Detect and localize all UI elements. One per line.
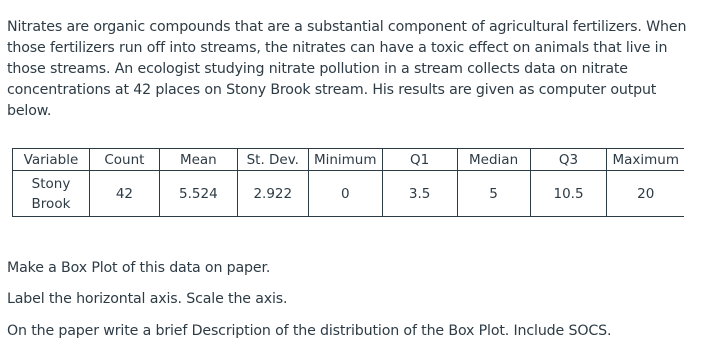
header-variable: Variable: [13, 149, 90, 171]
header-count: Count: [89, 149, 159, 171]
header-minimum: Minimum: [308, 149, 382, 171]
header-st-dev: St. Dev.: [237, 149, 308, 171]
header-maximum: Maximum: [607, 149, 684, 171]
header-q1: Q1: [382, 149, 457, 171]
instruction-box-plot: Make a Box Plot of this data on paper.: [7, 260, 271, 276]
instruction-description: On the paper write a brief Description of the distribution of the Box Plot. Include SOCS.: [7, 323, 612, 339]
table-row: [13, 171, 685, 217]
header-q3: Q3: [530, 149, 607, 171]
cell-maximum: 20: [607, 171, 684, 217]
header-mean: Mean: [159, 149, 237, 171]
header-median: Median: [457, 149, 530, 171]
cell-count: 42: [89, 171, 159, 217]
statistics-table: [12, 148, 684, 217]
instruction-label-axis: Label the horizontal axis. Scale the axis.: [7, 291, 288, 307]
cell-minimum: 0: [308, 171, 382, 217]
cell-st-dev: 2.922: [237, 171, 308, 217]
cell-variable: Stony Brook: [13, 171, 90, 217]
cell-median: 5: [457, 171, 530, 217]
cell-q3: 10.5: [530, 171, 607, 217]
problem-intro: Nitrates are organic compounds that are a substantial component of agricultural fertilizers. When those fertilizers run off into streams, the nitrates can have a toxic effect on animals that live in those streams. An ecologist studying nitrate pollution in a stream collects data on nitrate concentrations at 42 places on Stony Brook stream. His results are given as computer output below.: [7, 19, 687, 119]
cell-mean: 5.524: [159, 171, 237, 217]
cell-q1: 3.5: [382, 171, 457, 217]
table-header-row: [13, 149, 685, 171]
